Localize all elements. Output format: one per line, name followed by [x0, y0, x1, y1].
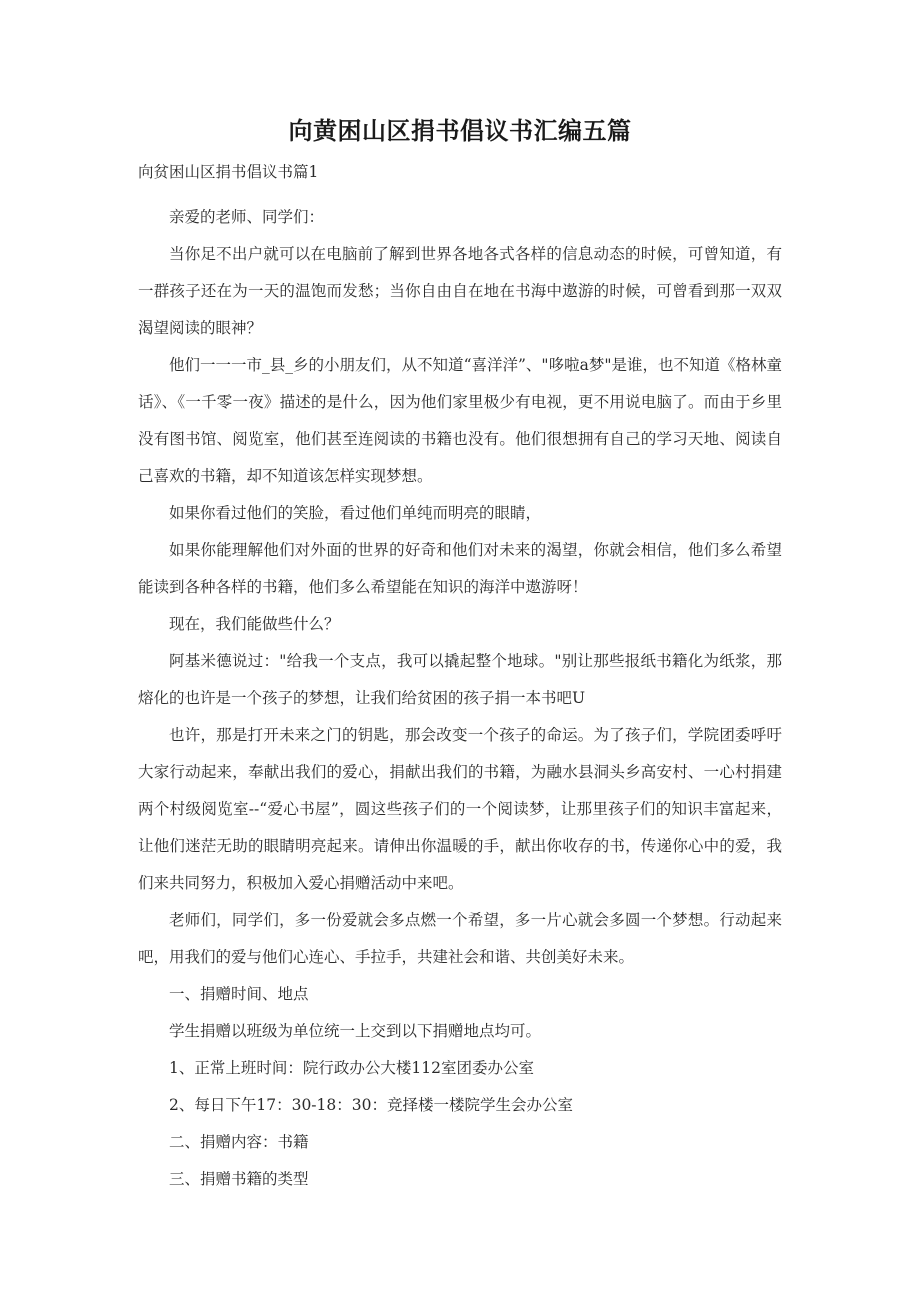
- paragraph: 现在，我们能做些什么？: [169, 615, 340, 633]
- paragraph-greeting: 亲爱的老师、同学们：: [169, 208, 325, 226]
- list-item: 2、每日下午17：30-18：30：竞择楼一楼院学生会办公室: [169, 1096, 573, 1114]
- paragraph: 当你足不出户就可以在电脑前了解到世界各地各式各样的信息动态的时候，可曾知道，有一群孩子还在为一天的温饱而发愁；当你自由自在地在书海中遨游的时候，可曾看到那一双双渴望阅读的眼神？: [138, 245, 782, 337]
- section-heading: 向贫困山区捐书倡议书篇1: [138, 163, 319, 181]
- paragraph: 如果你看过他们的笑脸，看过他们单纯而明亮的眼睛，: [169, 504, 542, 522]
- document-body: [138, 199, 782, 1198]
- paragraph: 如果你能理解他们对外面的世界的好奇和他们对未来的渴望，你就会相信，他们多么希望能读到各种各样的书籍，他们多么希望能在知识的海洋中遨游呀！: [138, 541, 782, 596]
- section-heading-types: 三、捐赠书籍的类型: [169, 1170, 309, 1188]
- paragraph: 学生捐赠以班级为单位统一上交到以下捐赠地点均可。: [169, 1022, 542, 1040]
- paragraph: 他们一一一市_县_乡的小朋友们，从不知道“喜洋洋”、"哆啦a梦"是谁，也不知道《格林童话》、《一千零一夜》描述的是什么，因为他们家里极少有电视，更不用说电脑了。而由于乡里没有图书馆、阅览室，他们甚至连阅读的书籍也没有。他们很想拥有自己的学习天地、阅读自己喜欢的书籍，却不知道该怎样实现梦想。: [138, 356, 782, 485]
- list-item: 1、正常上班时间：院行政办公大楼112室团委办公室: [169, 1059, 534, 1077]
- section-heading-time-place: 一、捐赠时间、地点: [169, 985, 309, 1003]
- paragraph: 老师们，同学们，多一份爱就会多点燃一个希望，多一片心就会多圆一个梦想。行动起来吧，用我们的爱与他们心连心、手拉手，共建社会和谐、共创美好未来。: [138, 911, 782, 966]
- document-title: 向黄困山区捐书倡议书汇编五篇: [288, 117, 632, 145]
- paragraph: 阿基米德说过："给我一个支点，我可以撬起整个地球。"别让那些报纸书籍化为纸浆，那熔化的也许是一个孩子的梦想，让我们给贫困的孩子捐一本书吧U: [138, 652, 782, 707]
- paragraph: 也许，那是打开未来之门的钥匙，那会改变一个孩子的命运。为了孩子们，学院团委呼吁大家行动起来，奉献出我们的爱心，捐献出我们的书籍，为融水县洞头乡高安村、一心村捐建两个村级阅览室--“爱心书屋”，圆这些孩子们的一个阅读梦，让那里孩子们的知识丰富起来，让他们迷茫无助的眼睛明亮起来。请伸出你温暖的手，献出你收存的书，传递你心中的爱，我们来共同努力，积极加入爱心捐赠活动中来吧。: [138, 726, 782, 892]
- section-heading-content: 二、捐赠内容：书籍: [169, 1133, 309, 1151]
